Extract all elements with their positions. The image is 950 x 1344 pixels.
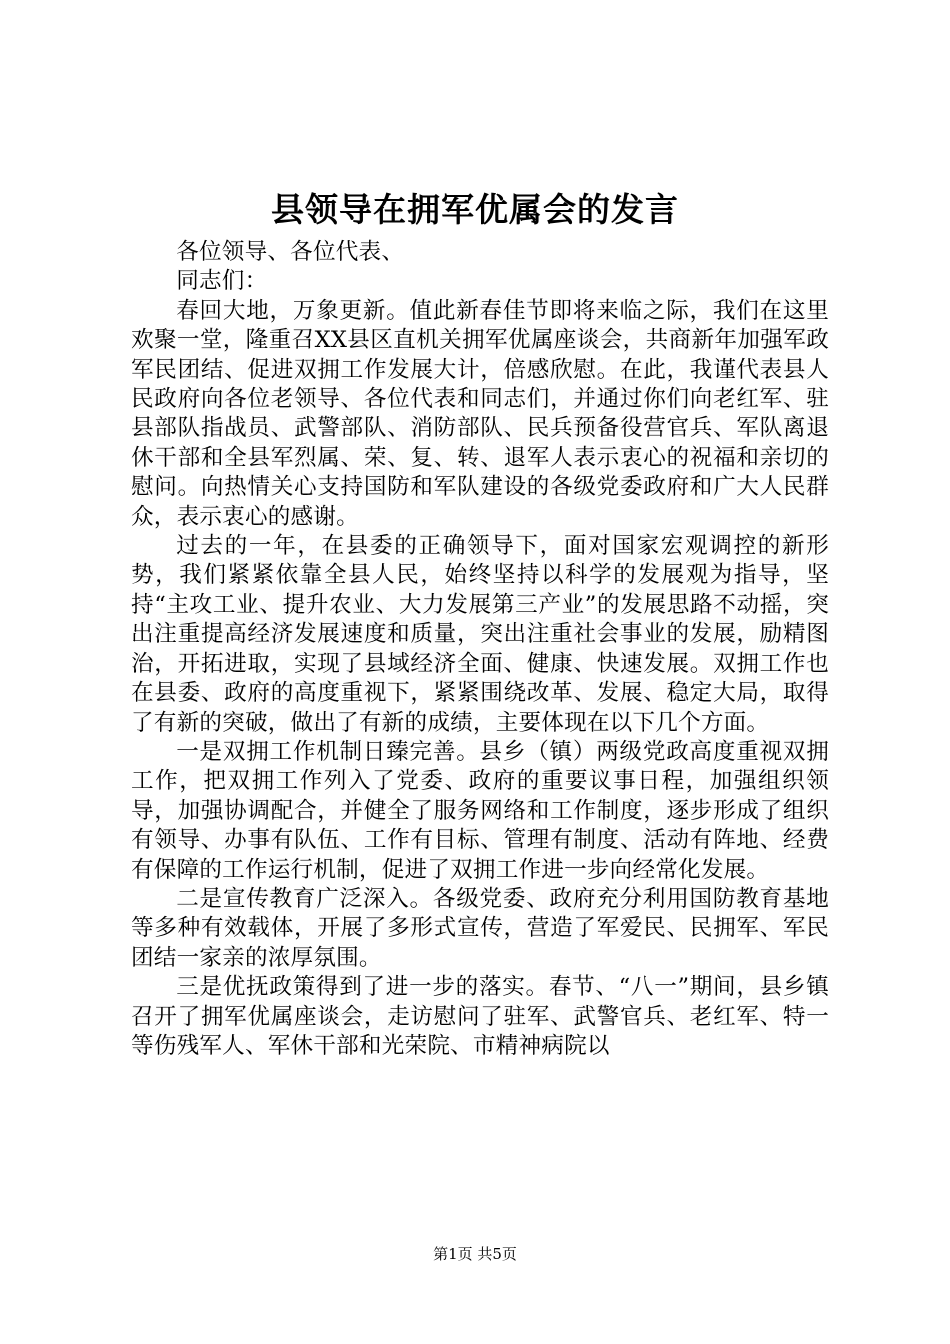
salutation-line-2: 同志们： <box>176 268 268 295</box>
paragraph-point-2: 二是宣传教育广泛深入。各级党委、政府充分利用国防教育基地等多种有效载体，开展了多形式宣传，营造了军爱民、民拥军、军民团结一家亲的浓厚氛围。 <box>131 885 829 971</box>
paragraph-opening: 春回大地，万象更新。值此新春佳节即将来临之际，我们在这里欢聚一堂，隆重召XX县区直机关拥军优属座谈会，共商新年加强军政军民团结、促进双拥工作发展大计，倍感欣慰。在此，我谨代表县人民政府向各位老领导、各位代表和同志们，并通过你们向老红军、驻县部队指战员、武警部队、消防部队、民兵预备役营官兵、军队离退休干部和全县军烈属、荣、复、转、退军人表示衷心的祝福和亲切的慰问。向热情关心支持国防和军队建设的各级党委政府和广大人民群众，表示衷心的感谢。 <box>131 297 829 530</box>
paragraph-review: 过去的一年，在县委的正确领导下，面对国家宏观调控的新形势，我们紧紧依靠全县人民，始终坚持以科学的发展观为指导，坚持“主攻工业、提升农业、大力发展第三产业”的发展思路不动摇，突出注重提高经济发展速度和质量，突出注重社会事业的发展，励精图治，开拓进取，实现了县域经济全面、健康、快速发展。双拥工作也在县委、政府的高度重视下，紧紧围绕改革、发展、稳定大局，取得了有新的突破，做出了有新的成绩，主要体现在以下几个方面。 <box>131 533 829 736</box>
document-body <box>131 238 829 1061</box>
document-title: 县领导在拥军优属会的发言 <box>271 190 679 229</box>
paragraph-point-3: 三是优抚政策得到了进一步的落实。春节、“八一”期间，县乡镇召开了拥军优属座谈会，走访慰问了驻军、武警官兵、老红军、特一等伤残军人、军休干部和光荣院、市精神病院以 <box>131 974 829 1059</box>
salutation-line-1: 各位领导、各位代表、 <box>176 239 405 265</box>
page-footer: 第1页 共5页 <box>433 1245 517 1263</box>
paragraph-point-1: 一是双拥工作机制日臻完善。县乡（镇）两级党政高度重视双拥工作，把双拥工作列入了党委、政府的重要议事日程，加强组织领导，加强协调配合，并健全了服务网络和工作制度，逐步形成了组织有领导、办事有队伍、工作有目标、管理有制度、活动有阵地、经费有保障的工作运行机制，促进了双拥工作进一步向经常化发展。 <box>131 738 829 883</box>
